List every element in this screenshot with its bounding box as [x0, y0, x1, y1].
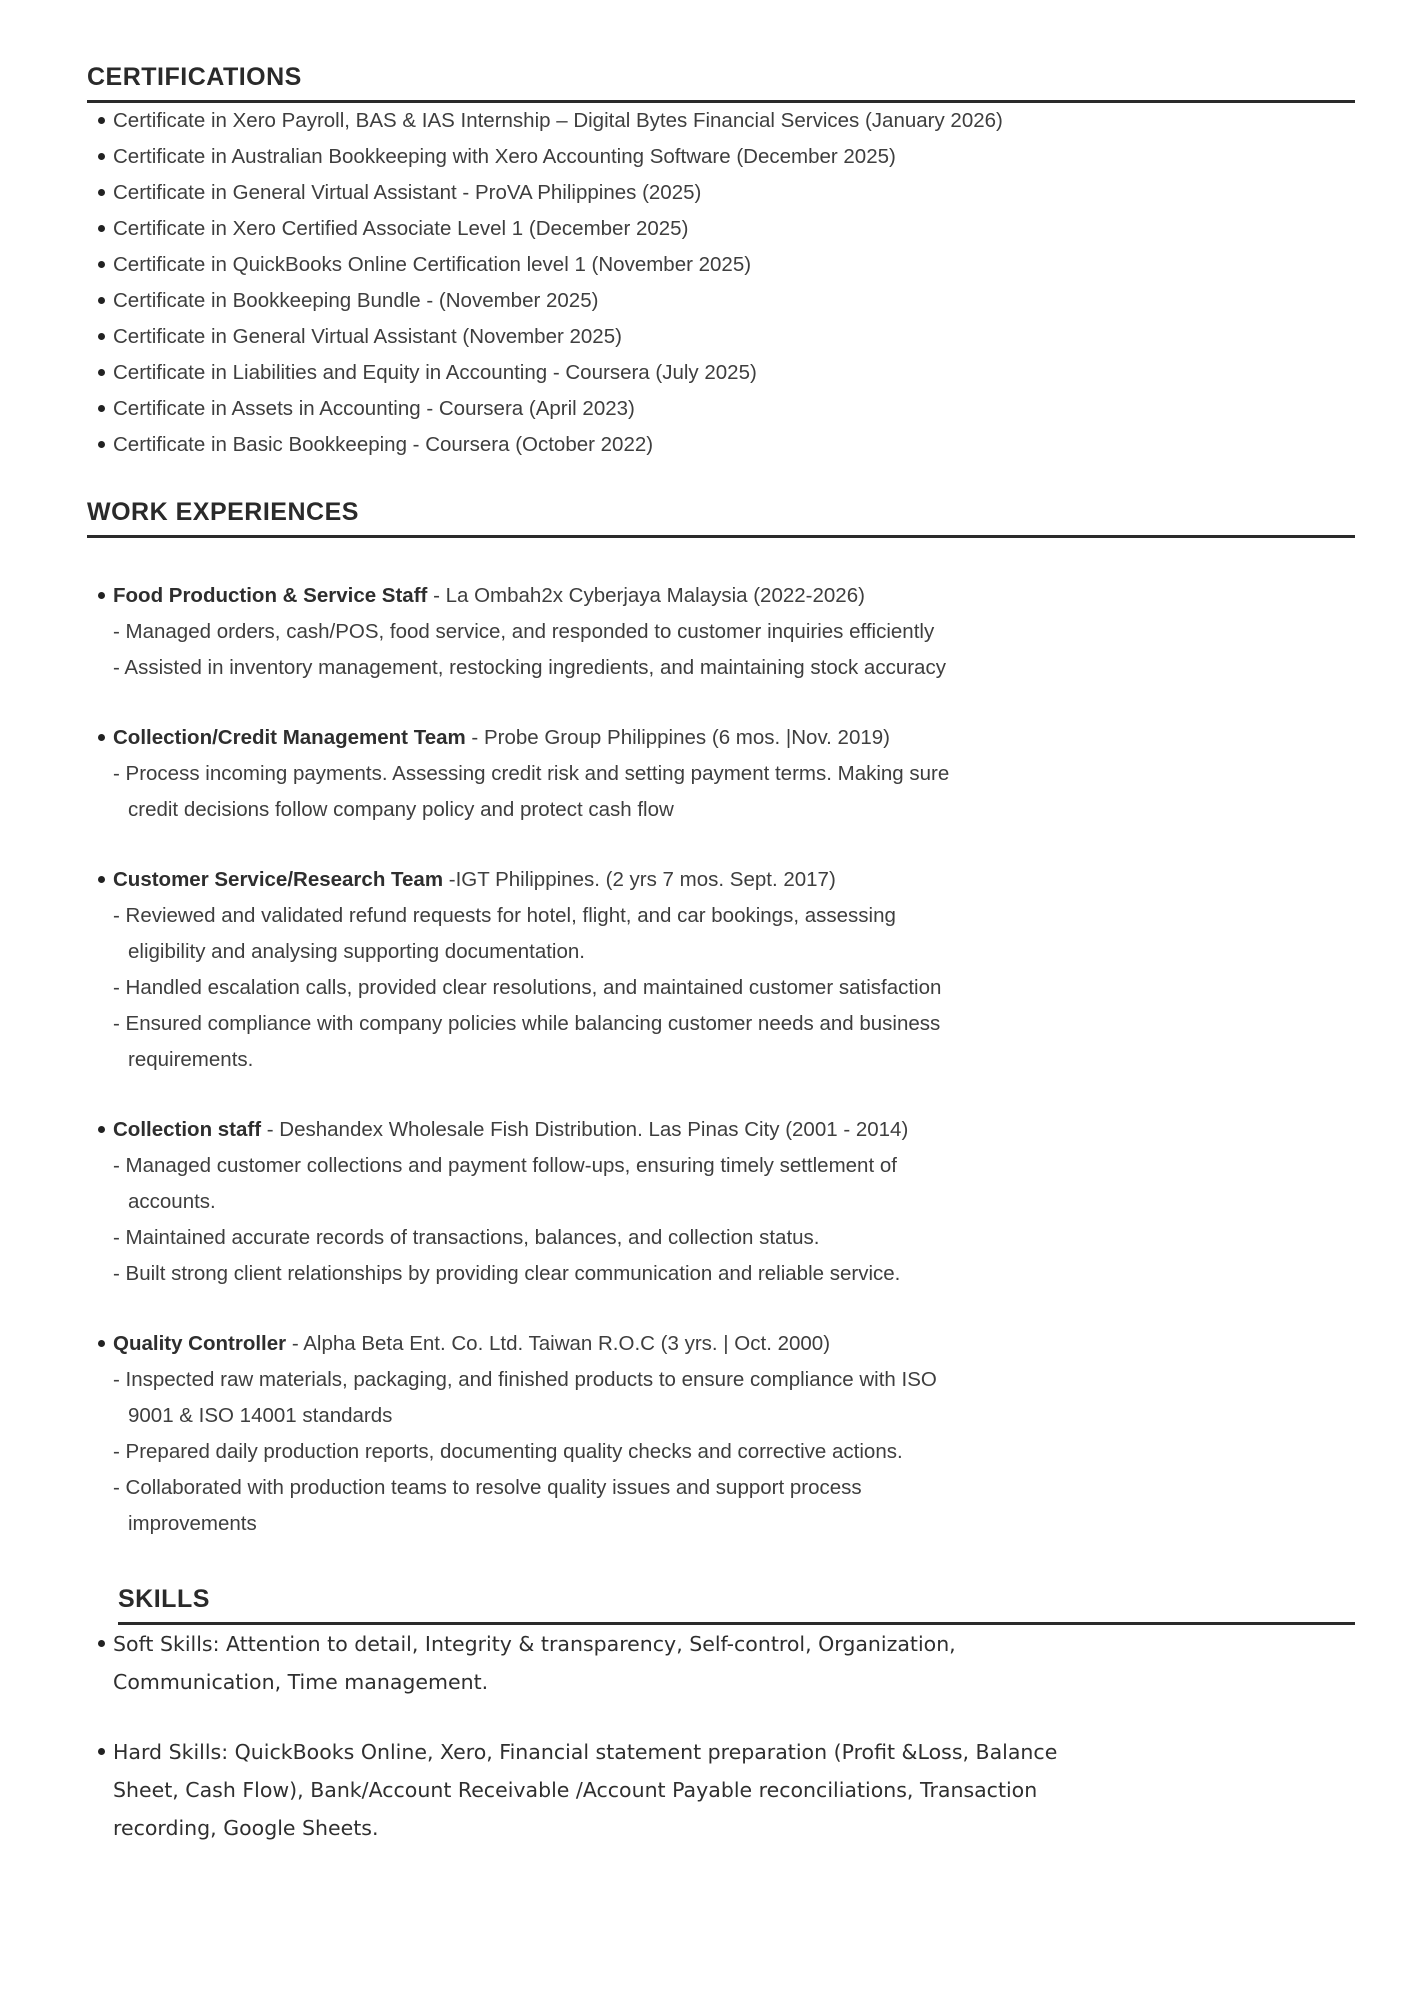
- skill-lines: [113, 1625, 1355, 1701]
- section-skills: [87, 1584, 1355, 1847]
- job-title-line: [87, 720, 1355, 756]
- job-details: [87, 1148, 1355, 1292]
- job-title-line: [87, 1326, 1355, 1362]
- job-detail-line: - Process incoming payments. Assessing credit risk and setting payment terms. Making sure: [113, 762, 950, 785]
- bullet-icon: [98, 189, 105, 196]
- skill-line: Hard Skills: QuickBooks Online, Xero, Financial statement preparation (Profit &Loss, Balance: [113, 1740, 1058, 1764]
- certification-text: Certificate in Liabilities and Equity in Accounting - Coursera (July 2025): [113, 361, 757, 384]
- bullet-icon: [98, 734, 105, 741]
- work-experiences-divider: [87, 535, 1355, 538]
- certification-item: [87, 427, 1355, 463]
- job-meta: - Alpha Beta Ent. Co. Ltd. Taiwan R.O.C (3 yrs. | Oct. 2000): [286, 1332, 831, 1355]
- certification-text: Certificate in QuickBooks Online Certification level 1 (November 2025): [113, 253, 752, 276]
- bullet-icon: [98, 297, 105, 304]
- job-role: Quality Controller: [113, 1332, 287, 1355]
- job-detail-line: requirements.: [128, 1048, 254, 1071]
- certification-item: [87, 319, 1355, 355]
- certification-item: [87, 247, 1355, 283]
- certification-item: [87, 283, 1355, 319]
- job-details: [87, 756, 1355, 828]
- job-detail-line: - Managed customer collections and payment follow-ups, ensuring timely settlement of: [113, 1154, 897, 1177]
- certification-item: [87, 139, 1355, 175]
- job-heading: [113, 584, 865, 607]
- section-certifications: [87, 62, 1355, 463]
- section-work-experiences: [87, 497, 1355, 1542]
- job-detail-line: - Collaborated with production teams to resolve quality issues and support process: [113, 1476, 862, 1499]
- certification-text: Certificate in Xero Payroll, BAS & IAS Internship – Digital Bytes Financial Services (January 2026): [113, 109, 1003, 132]
- job-detail-line: improvements: [128, 1512, 257, 1535]
- job-heading: [113, 868, 836, 891]
- bullet-icon: [98, 153, 105, 160]
- job-meta: - Probe Group Philippines (6 mos. |Nov. 2019): [465, 726, 890, 749]
- job-role: Collection staff: [113, 1118, 262, 1141]
- job-detail-line: accounts.: [128, 1190, 216, 1213]
- skill-item: [87, 1733, 1355, 1847]
- skill-line: recording, Google Sheets.: [113, 1816, 379, 1840]
- skill-line: Sheet, Cash Flow), Bank/Account Receivable /Account Payable reconciliations, Transaction: [113, 1778, 1038, 1802]
- job-detail-line: credit decisions follow company policy and protect cash flow: [128, 798, 674, 821]
- bullet-icon: [98, 405, 105, 412]
- certification-text: Certificate in Xero Certified Associate Level 1 (December 2025): [113, 217, 689, 240]
- skill-item: [87, 1625, 1355, 1701]
- job-details: [87, 898, 1355, 1078]
- job-meta: - La Ombah2x Cyberjaya Malaysia (2022-2026): [427, 584, 865, 607]
- certification-text: Certificate in General Virtual Assistant - ProVA Philippines (2025): [113, 181, 702, 204]
- job-title-line: [87, 1112, 1355, 1148]
- job-detail-line: - Maintained accurate records of transactions, balances, and collection status.: [113, 1226, 820, 1249]
- job-details: [87, 614, 1355, 686]
- certification-text: Certificate in Australian Bookkeeping with Xero Accounting Software (December 2025): [113, 145, 896, 168]
- certification-item: [87, 211, 1355, 247]
- bullet-icon: [98, 592, 105, 599]
- job-detail-line: - Prepared daily production reports, documenting quality checks and corrective actions.: [113, 1440, 903, 1463]
- skills-title: SKILLS: [118, 1585, 210, 1613]
- skill-lines: [113, 1733, 1355, 1847]
- job-detail-line: - Managed orders, cash/POS, food service, and responded to customer inquiries efficiently: [113, 620, 935, 643]
- job-role: Customer Service/Research Team: [113, 868, 444, 891]
- bullet-icon: [98, 1640, 105, 1647]
- job-detail-line: - Assisted in inventory management, restocking ingredients, and maintaining stock accuracy: [113, 656, 946, 679]
- bullet-icon: [98, 1340, 105, 1347]
- certifications-list: [87, 103, 1355, 463]
- job-heading: [113, 726, 890, 749]
- job-title-line: [87, 578, 1355, 614]
- job-entry: [87, 862, 1355, 1078]
- certification-item: [87, 391, 1355, 427]
- job-title-line: [87, 862, 1355, 898]
- job-detail-line: 9001 & ISO 14001 standards: [128, 1404, 393, 1427]
- bullet-icon: [98, 1126, 105, 1133]
- job-role: Food Production & Service Staff: [113, 584, 428, 607]
- certification-text: Certificate in Assets in Accounting - Coursera (April 2023): [113, 397, 635, 420]
- job-detail-line: - Built strong client relationships by providing clear communication and reliable service.: [113, 1262, 901, 1285]
- certification-item: [87, 355, 1355, 391]
- certifications-title: CERTIFICATIONS: [87, 63, 302, 91]
- bullet-icon: [98, 225, 105, 232]
- job-detail-line: - Inspected raw materials, packaging, and finished products to ensure compliance with ISO: [113, 1368, 937, 1391]
- jobs-list: [87, 578, 1355, 1542]
- certification-item: [87, 175, 1355, 211]
- job-heading: [113, 1118, 908, 1141]
- job-details: [87, 1362, 1355, 1542]
- job-meta: -IGT Philippines. (2 yrs 7 mos. Sept. 2017): [443, 868, 836, 891]
- certification-text: Certificate in General Virtual Assistant (November 2025): [113, 325, 622, 348]
- bullet-icon: [98, 441, 105, 448]
- job-detail-line: - Ensured compliance with company policies while balancing customer needs and business: [113, 1012, 941, 1035]
- job-meta: - Deshandex Wholesale Fish Distribution. Las Pinas City (2001 - 2014): [261, 1118, 909, 1141]
- skill-line: Communication, Time management.: [113, 1670, 489, 1694]
- job-entry: [87, 720, 1355, 828]
- bullet-icon: [98, 876, 105, 883]
- bullet-icon: [98, 261, 105, 268]
- job-detail-line: eligibility and analysing supporting documentation.: [128, 940, 585, 963]
- skill-line: Soft Skills: Attention to detail, Integrity & transparency, Self-control, Organization,: [113, 1632, 956, 1656]
- job-entry: [87, 578, 1355, 686]
- work-experiences-title: WORK EXPERIENCES: [87, 498, 359, 526]
- job-detail-line: - Reviewed and validated refund requests for hotel, flight, and car bookings, assessing: [113, 904, 896, 927]
- certification-text: Certificate in Basic Bookkeeping - Coursera (October 2022): [113, 433, 654, 456]
- bullet-icon: [98, 1748, 105, 1755]
- certification-item: [87, 103, 1355, 139]
- job-entry: [87, 1326, 1355, 1542]
- job-heading: [113, 1332, 830, 1355]
- bullet-icon: [98, 117, 105, 124]
- skills-list: [87, 1625, 1355, 1847]
- job-detail-line: - Handled escalation calls, provided clear resolutions, and maintained customer satisfaction: [113, 976, 942, 999]
- bullet-icon: [98, 333, 105, 340]
- job-entry: [87, 1112, 1355, 1292]
- certification-text: Certificate in Bookkeeping Bundle - (November 2025): [113, 289, 599, 312]
- bullet-icon: [98, 369, 105, 376]
- job-role: Collection/Credit Management Team: [113, 726, 466, 749]
